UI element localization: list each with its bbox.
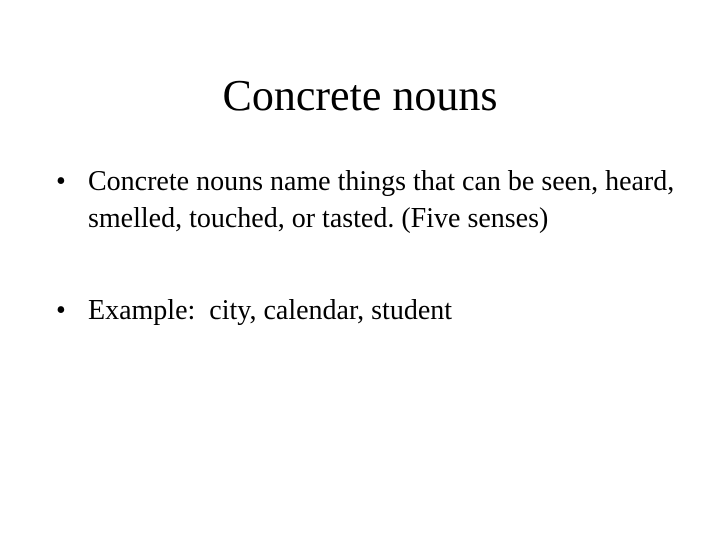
bullet-list — [56, 163, 676, 329]
bullet-marker: • — [56, 295, 66, 326]
bullet-text-definition: Concrete nouns name things that can be seen, heard, smelled, touched, or tasted. (Five senses) — [88, 166, 675, 234]
bullet-text-example: Example: city, calendar, student — [88, 295, 453, 326]
bullet-item-example — [56, 292, 676, 329]
bullet-marker: • — [56, 166, 66, 197]
bullet-item-definition — [56, 163, 676, 237]
slide-title: Concrete nouns — [222, 71, 498, 120]
